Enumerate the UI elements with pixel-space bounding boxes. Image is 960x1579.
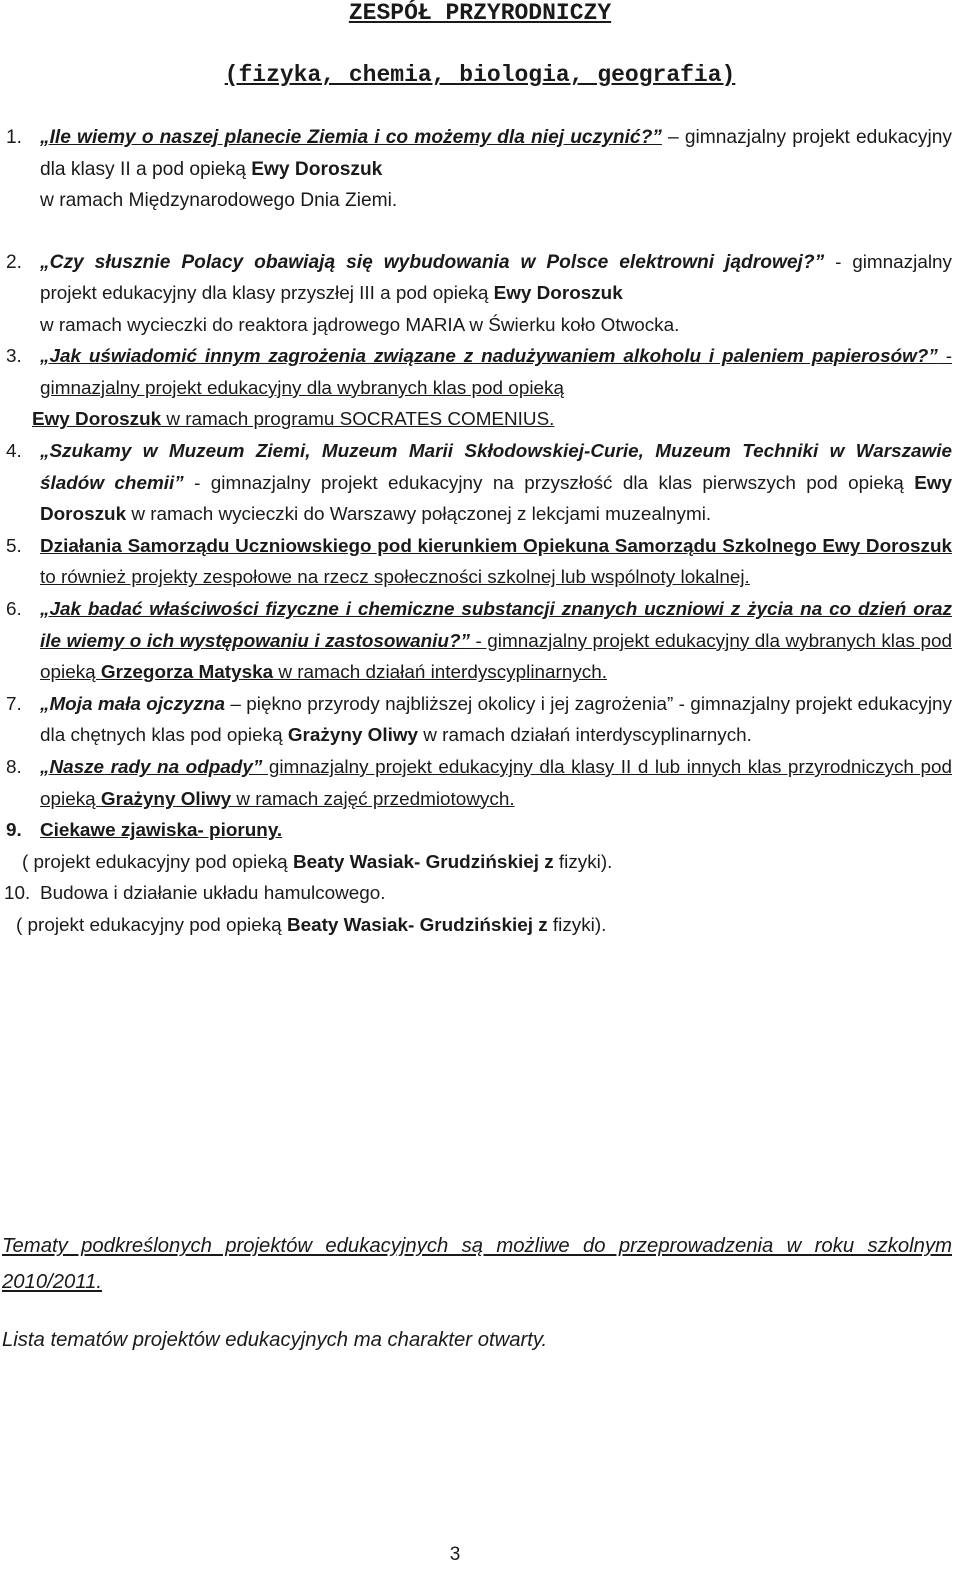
project-context: w ramach wycieczki do Warszawy połączonej z lekcjami muzealnymi. xyxy=(126,504,712,526)
teacher-name: Ewy Doroszuk xyxy=(40,472,953,526)
teacher-name: Grażyny Oliwy xyxy=(287,725,419,747)
section-subtitle: (fizyka, chemia, biologia, geografia) xyxy=(224,62,736,88)
page-number: 3 xyxy=(449,1544,461,1565)
project-title: „Szukamy w Muzeum Ziemi, Muzeum Marii Skłodowskiej-Curie, Muzeum Techniki w Warszawie śladów chemii” xyxy=(40,441,952,494)
project-title: Ciekawe zjawiska- pioruny. xyxy=(40,820,283,842)
project-description: to również projekty zespołowe na rzecz społeczności szkolnej lub wspólnoty lokalnej. xyxy=(40,567,750,589)
project-description: - gimnazjalny projekt edukacyjny dla wybranych klas pod opieką xyxy=(40,346,952,399)
subject-text: fizyki). xyxy=(547,914,607,936)
item-number: 10. xyxy=(4,883,31,905)
teacher-name: Ewy Doroszuk xyxy=(32,409,162,431)
supervisor-text: ( projekt edukacyjny pod opieką xyxy=(22,851,293,873)
list-item xyxy=(0,594,952,689)
item-number: 8. xyxy=(6,757,22,778)
project-description: – gimnazjalny projekt edukacyjny dla klasy II a pod opieką xyxy=(40,127,952,180)
project-description: - gimnazjalny projekt edukacyjny na przyszłość dla klas pierwszych pod opieką xyxy=(183,472,915,494)
item-number: 6. xyxy=(6,599,22,621)
project-title: Budowa i działanie układu hamulcowego. xyxy=(40,883,386,905)
project-context: w ramach działań interdyscyplinarnych. xyxy=(273,662,607,684)
item-number: 1. xyxy=(6,127,23,148)
subject-text: fizyki). xyxy=(553,851,613,873)
item-number: 2. xyxy=(6,251,23,273)
item-number: 3. xyxy=(6,346,22,368)
project-list xyxy=(0,122,952,942)
project-title: „Czy słusznie Polacy obawiają się wybudowania w Polsce elektrowni jądrowej?” xyxy=(40,251,825,273)
teacher-name: Beaty Wasiak- Grudzińskiej z xyxy=(292,851,554,873)
project-title: „Nasze rady na odpady” xyxy=(40,757,263,778)
list-item xyxy=(0,531,952,594)
teacher-name: Grzegorza Matyska xyxy=(100,662,274,684)
project-context: w ramach zajęć przedmiotowych. xyxy=(231,788,515,810)
list-item xyxy=(0,815,952,847)
project-title: „Moja mała ojczyzna xyxy=(40,693,226,715)
project-context: w ramach programu SOCRATES COMENIUS. xyxy=(161,409,555,431)
project-description: - gimnazjalny projekt edukacyjny dla wybranych klas pod opieką xyxy=(40,630,952,684)
project-supervisor-line xyxy=(0,847,952,879)
list-item xyxy=(0,752,952,815)
project-title: „Jak uświadomić innym zagrożenia związane z nadużywaniem alkoholu i paleniem papierosów?” xyxy=(40,346,938,368)
teacher-name: Beaty Wasiak- Grudzińskiej z xyxy=(286,914,548,936)
project-title: Działania Samorządu Uczniowskiego pod kierunkiem Opiekuna Samorządu Szkolnego Ewy Doroszuk xyxy=(40,535,952,557)
list-item xyxy=(0,689,952,752)
project-context: w ramach działań interdyscyplinarnych. xyxy=(418,725,752,747)
project-title: „Jak badać właściwości fizyczne i chemiczne substancji znanych uczniowi z życia na co dzień oraz ile wiemy o ich występowaniu i zastosowaniu?” xyxy=(40,599,952,652)
project-description: – piękno przyrody najbliższej okolicy i jej zagrożenia” - gimnazjalny projekt edukacyjny dla chętnych klas pod opieką xyxy=(40,693,953,747)
item-number: 5. xyxy=(6,535,22,557)
section-title: ZESPÓŁ PRZYRODNICZY xyxy=(348,0,612,26)
project-supervisor-line xyxy=(0,910,952,942)
list-item xyxy=(0,341,952,436)
list-item xyxy=(0,122,952,217)
item-number: 7. xyxy=(6,693,22,715)
teacher-name: Grażyny Oliwy xyxy=(100,788,232,810)
list-item xyxy=(0,436,952,531)
item-number: 9. xyxy=(6,820,22,842)
list-item xyxy=(0,878,952,910)
project-title: „Ile wiemy o naszej planecie Ziemia i co możemy dla niej uczynić?” xyxy=(40,127,662,148)
project-context: w ramach Międzynarodowego Dnia Ziemi. xyxy=(40,190,398,211)
project-description: - gimnazjalny projekt edukacyjny dla klasy przyszłej III a pod opieką xyxy=(40,251,952,305)
footer-note-open-list: Lista tematów projektów edukacyjnych ma charakter otwarty. xyxy=(2,1329,548,1351)
project-description: gimnazjalny projekt edukacyjny dla klasy II d lub innych klas przyrodniczych pod opieką xyxy=(40,757,952,810)
footer-note-underlined-topics: Tematy podkreślonych projektów edukacyjnych są możliwe do przeprowadzenia w roku szkolnym 2010/2011. xyxy=(2,1235,952,1293)
project-context: w ramach wycieczki do reaktora jądrowego MARIA w Świerku koło Otwocka. xyxy=(40,314,680,336)
teacher-name: Ewy Doroszuk xyxy=(251,158,383,180)
supervisor-text: ( projekt edukacyjny pod opieką xyxy=(16,914,287,936)
list-item xyxy=(0,247,952,342)
item-number: 4. xyxy=(6,441,22,463)
teacher-name: Ewy Doroszuk xyxy=(493,283,623,305)
